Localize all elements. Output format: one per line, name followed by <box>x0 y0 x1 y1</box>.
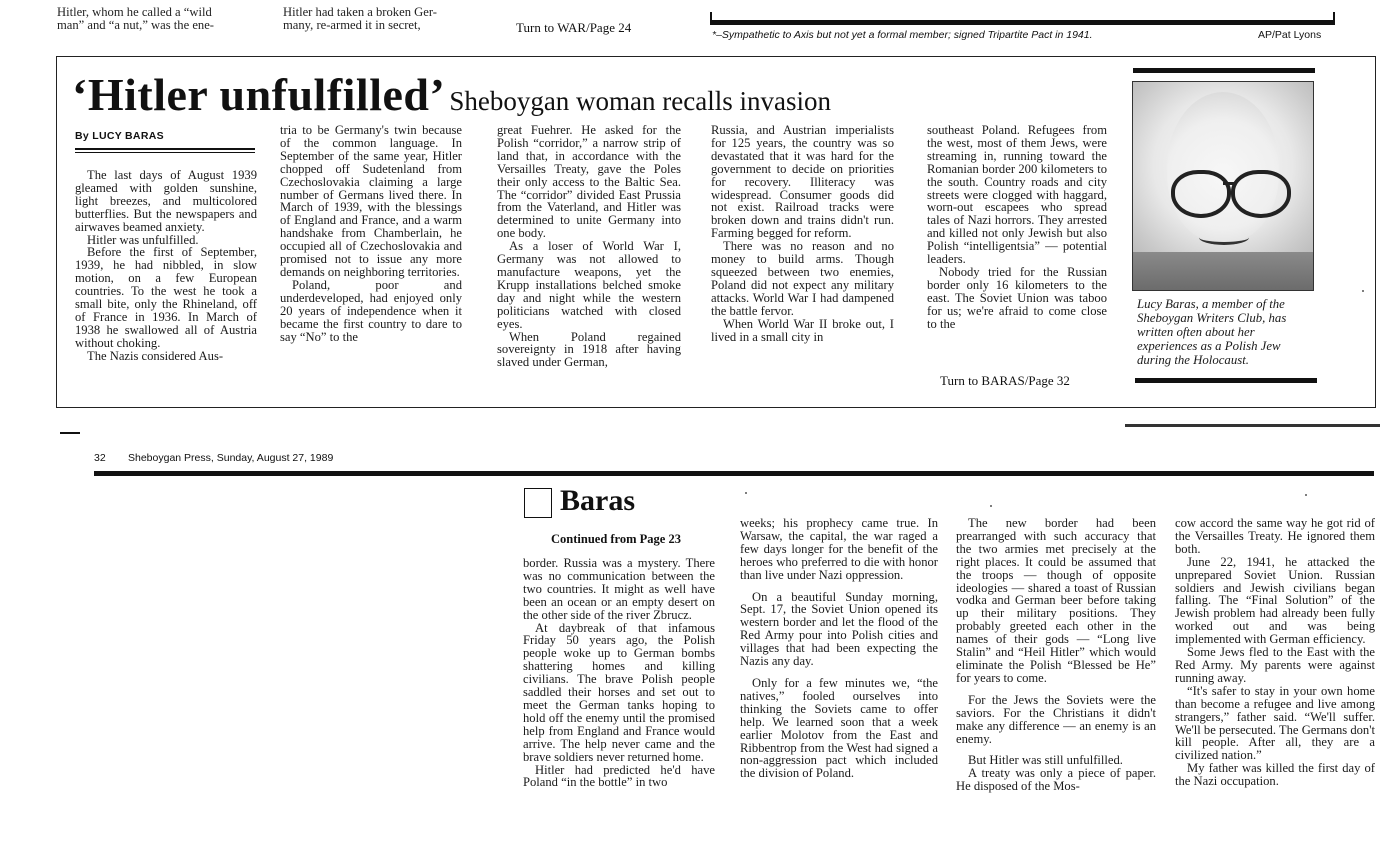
paragraph: border. Russia was a mystery. There was no communication between the two countries. It might as well have been an ocean or an empty desert on the other side of the river Zbrucz. <box>523 556 715 622</box>
paragraph: As a loser of World War I, Germany was not allowed to manufacture weapons, yet the Krupp installations belched smoke day and night while the western politicians watched with closed eyes. <box>497 239 681 331</box>
page32-top-rule <box>94 471 1374 476</box>
byline-rule <box>75 148 255 150</box>
scan-speck <box>1362 290 1364 292</box>
continuation-column-2 <box>740 517 938 780</box>
map-footnote: *–Sympathetic to Axis but not yet a formal member; signed Tripartite Pact in 1941. <box>712 29 1093 41</box>
byline-rule-thin <box>75 152 255 153</box>
paragraph: southeast Poland. Refugees from the west, most of them Jews, were streaming in, running toward the Romanian border 200 kilometers to the south. Country roads and city streets were clogged with haggard, worn-out escapees who spread tales of Nazi horrors. They arrested and killed not only Jewish but also Polish “intelligentsia” — potential leaders. <box>927 123 1107 267</box>
paragraph: At daybreak of that infamous Friday 50 years ago, the Polish people woke up to German bombs shattering homes and killing civilians. The brave Polish people saddled their horses and set out to meet the German tanks hoping to hold off the enemy until the promised help from England and France would arrive. The help never came and the brave soldiers never returned home. <box>523 620 715 764</box>
map-right-tick <box>1333 12 1335 25</box>
paragraph: Some Jews fled to the East with the Red Army. My parents were against running away. <box>1175 645 1375 685</box>
paragraph: My father was killed the first day of the Nazi occupation. <box>1175 761 1375 789</box>
previous-article-fragment-col1 <box>57 6 277 32</box>
continuation-column-4 <box>1175 517 1375 788</box>
article-column-2 <box>280 124 462 343</box>
jump-line-baras: Turn to BARAS/Page 32 <box>940 373 1070 388</box>
paragraph: For the Jews the Soviets were the saviors. For the Christians it didn't make any difference — an enemy is an enemy. <box>956 692 1156 746</box>
folio-dateline: Sheboygan Press, Sunday, August 27, 1989 <box>128 452 334 464</box>
previous-article-fragment-col2 <box>283 6 483 32</box>
paragraph: tria to be Germany's twin because of the common language. In September of the same year, Hitler chopped off Sudetenland from Czechoslovakia claiming a large number of Germans lived there. In March of 1939, with the blessings of England and France, and a warm handshake from Chamberlain, he occupied all of Czechoslovakia and promised not to issue any more demands on neighboring territories. <box>280 123 462 279</box>
article-column-5 <box>927 124 1107 331</box>
article-column-3 <box>497 124 681 369</box>
headline-block <box>72 68 831 121</box>
author-photo <box>1132 81 1314 291</box>
glasses-bridge <box>1223 182 1235 185</box>
article-column-1 <box>75 169 257 363</box>
paragraph: Hitler had predicted he'd have Poland “in the bottle” in two <box>523 762 715 790</box>
scan-artifact-rule <box>1125 424 1380 427</box>
continuation-column-3 <box>956 517 1156 793</box>
photo-caption: Lucy Baras, a member of the Sheboygan Writers Club, has written often about her experiences as a Polish Jew during the Holocaust. <box>1137 297 1287 367</box>
continuation-kicker: Baras <box>560 484 635 517</box>
continued-from-line: Continued from Page 23 <box>551 532 681 546</box>
paragraph: The last days of August 1939 gleamed with golden sunshine, light breezes, and multicolored butterflies. But the newspapers and airwaves beamed anxiety. <box>75 168 257 234</box>
paragraph: cow accord the same way he got rid of the Versailles Treaty. He ignored them both. <box>1175 516 1375 556</box>
paragraph: Nobody tried for the Russian border only 16 kilometers to the east. The Soviet Union was taboo for us; we're afraid to come close to the <box>927 264 1107 331</box>
paragraph: weeks; his prophecy came true. In Warsaw, the capital, the war raged a few days longer for the benefit of the heroes who preferred to die with honor than live under Nazi oppression. <box>740 516 938 582</box>
smile <box>1199 230 1249 245</box>
paragraph: Only for a few minutes we, “the natives,” fooled ourselves into thinking the Soviets came to offer help. We learned soon that a week earlier Molotov from the East and Ribbentrop from the West had signed a non-aggression pact which included the division of Poland. <box>740 675 938 781</box>
map-credit: AP/Pat Lyons <box>1258 29 1322 41</box>
continuation-column-1 <box>523 557 715 789</box>
paragraph: Hitler was unfulfilled. <box>87 232 199 247</box>
glasses-right-lens <box>1231 170 1291 218</box>
scan-speck <box>745 492 747 494</box>
paragraph: Russia, and Austrian imperialists for 125 years, the country was so devastated that it was hard for the government to decide on priorities for recovery. Illiteracy was widespread. Consumer goods did not exist. Railroad tracks were broken down and trains didn't run. Farming begged for reform. <box>711 123 894 241</box>
paragraph: But Hitler was still unfulfilled. <box>968 753 1123 768</box>
fragment-line: man” and “a nut,” was the ene- <box>57 18 214 32</box>
map-bottom-rule <box>710 20 1335 25</box>
glasses-left-lens <box>1171 170 1231 218</box>
paragraph: great Fuehrer. He asked for the Polish “corridor,” a narrow strip of land that, in accordance with the Versailles Treaty, gave the Poles their only access to the Baltic Sea. The “corridor” divided East Prussia from the Vaterland, and Hitler was determined to unite Germany into one body. <box>497 123 681 241</box>
paragraph: When Poland regained sovereignty in 1918 after having slaved under German, <box>497 329 681 370</box>
paragraph: The Nazis considered Aus- <box>87 348 224 363</box>
paragraph: There was no reason and no money to build arms. Though squeezed between two enemies, Poland did not expect any military attacks. World War I had dampened the battle fervor. <box>711 239 894 318</box>
fragment-line: Hitler had taken a broken Ger- <box>283 5 437 19</box>
paragraph: On a beautiful Sunday morning, Sept. 17, the Soviet Union opened its western border and let the flood of the Red Army pour into Polish cities and villages that had been expecting the Nazis any day. <box>740 589 938 669</box>
paragraph: Poland, poor and underdeveloped, had enjoyed only 20 years of independence when it became the first country to dare to say “No” to the <box>280 277 462 344</box>
paragraph: Before the first of September, 1939, he had nibbled, in slow motion, on a few European countries. To the west he took a small bite, only the Rhineland, off of France in 1936. In March of 1938 he swallowed all of Austria without choking. <box>75 245 257 350</box>
fragment-line: many, re-armed it in secret, <box>283 18 421 32</box>
paragraph: The new border had been prearranged with such accuracy that the two armies met precisely at the right places. It could be assumed that the troops — though of opposite ideologies — shared a toast of Russian vodka and German beer before taking up their military positions. They probably greeted each other in the names of their gods — “Long live Stalin” and “Heil Hitler” which would eliminate the Polish “Blessed be He” for years to come. <box>956 516 1156 685</box>
folio-page-number: 32 <box>94 452 106 464</box>
photo-bottom-rule <box>1135 378 1317 383</box>
byline: By LUCY BARAS <box>75 130 164 142</box>
scan-artifact-dash <box>60 432 80 434</box>
paragraph: When World War II broke out, I lived in a small city in <box>711 316 894 344</box>
shoulders <box>1133 252 1313 291</box>
kicker-box-icon <box>524 488 552 518</box>
subheadline: Sheboygan woman recalls invasion <box>449 86 831 116</box>
fragment-line: Hitler, whom he called a “wild <box>57 5 212 19</box>
map-left-tick <box>710 12 712 25</box>
scan-speck <box>990 505 992 507</box>
headline: ‘Hitler unfulfilled’ <box>72 69 446 120</box>
scan-speck <box>1305 494 1307 496</box>
jump-line-war: Turn to WAR/Page 24 <box>516 20 632 35</box>
paragraph: A treaty was only a piece of paper. He disposed of the Mos- <box>956 766 1156 794</box>
article-column-4 <box>711 124 894 343</box>
paragraph: June 22, 1941, he attacked the unprepared Soviet Union. Russian soldiers and Jewish civilians began falling. The “Final Solution” of the Jewish problem had already been fully worked out and was being implemented with German efficiency. <box>1175 554 1375 647</box>
photo-top-rule <box>1133 68 1315 73</box>
face-shape <box>1167 92 1279 242</box>
paragraph: “It's safer to stay in your own home than become a refugee and live among strangers,” father said. “We'll suffer. We'll be persecuted. The Germans don't kill people. After all, they are a civilized nation.” <box>1175 683 1375 763</box>
